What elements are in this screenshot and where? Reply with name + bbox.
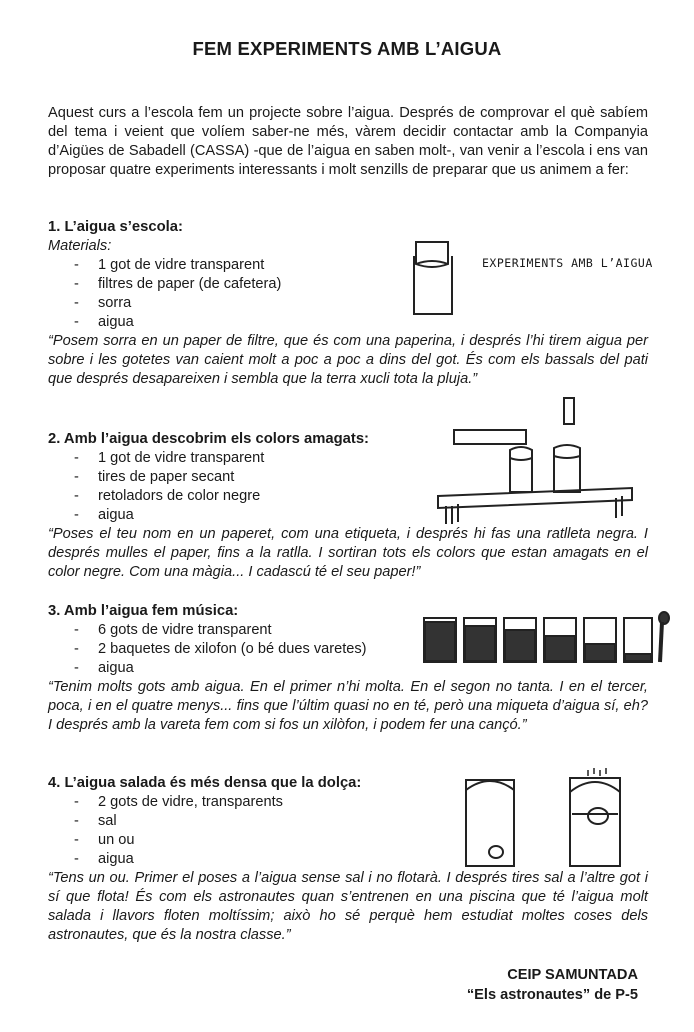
intro-paragraph: Aquest curs a l’escola fem un projecte sobre l’aigua. Després de comprovar el què sabíem del tema i veient que volíem saber-ne més, vàrem decidir contactar amb la Companyia d’Aigües de Sabadell (CASSA) -que de l’aigua en saben molt-, van venir a l’escola i ens van proposar quatre experiments interessants i molt senzills de preparar que us animem a fer:: [48, 105, 648, 178]
section-quote: “Posem sorra en un paper de filtre, que és com una paperina, i després l’hi tirem aigua per sobre i les gotetes van caient molt a poc a poc a dins del got. És com els bassals del pati que després desapareixen i sembla que la terra xucli tota la pluja.”: [48, 333, 648, 387]
signature-school: CEIP SAMUNTADA: [507, 967, 638, 983]
section-quote: “Poses el teu nom en un paperet, com una etiqueta, i després hi fas una ratlleta negra. I després mulles el paper, fins a la ratlla. I sortiran tots els colors que estan amagats en el color negre. Com una màgia... I cadascú té el seu paper!”: [48, 526, 648, 580]
section-title: 4. L’aigua salada és més densa que la dolça:: [48, 775, 362, 791]
list-item: - sal: [48, 812, 648, 831]
list-item: - tires de paper secant: [48, 468, 648, 487]
list-item: - 1 got de vidre transparent: [48, 449, 648, 468]
list-item: - un ou: [48, 831, 648, 850]
materials-label: Materials:: [48, 238, 112, 254]
page-title: FEM EXPERIMENTS AMB L’AIGUA: [192, 38, 502, 59]
egg-glasses-drawing: [460, 766, 660, 872]
section-quote: “Tenim molts gots amb aigua. En el primer n’hi molta. En el segon no tanta. I en el tercer, poca, i en el quatre menys... fins que l’últim quasi no en té, però una miqueta d’aigua sí, eh? I després amb la vareta fem com si fos un xilòfon, i podem fer una cançó.”: [48, 679, 648, 733]
section-title: 2. Amb l’aigua descobrim els colors amagats:: [48, 431, 369, 447]
colors-drawing: [436, 392, 636, 528]
section-1: [48, 218, 648, 389]
list-item: - aigua: [48, 506, 648, 525]
list-item: - retoladors de color negre: [48, 487, 648, 506]
list-item: - 1 got de vidre transparent: [48, 256, 648, 275]
glass-drawing: [408, 236, 460, 320]
list-item: - aigua: [48, 659, 648, 678]
list-item: - 6 gots de vidre transparent: [48, 621, 648, 640]
section-title: 3. Amb l’aigua fem música:: [48, 603, 239, 619]
list-item: - aigua: [48, 850, 648, 869]
list-item: - filtres de paper (de cafetera): [48, 275, 648, 294]
list-item: - 2 gots de vidre, transparents: [48, 793, 648, 812]
list-item: - 2 baquetes de xilofon (o bé dues varetes): [48, 640, 648, 659]
signature-group: “Els astronautes” de P-5: [466, 987, 638, 1003]
handwritten-note: EXPERIMENTS AMB L’AIGUA: [482, 256, 653, 270]
section-title: 1. L’aigua s’escola:: [48, 219, 183, 235]
list-item: - sorra: [48, 294, 648, 313]
section-quote: “Tens un ou. Primer el poses a l’aigua sense sal i no flotarà. I després tires sal a l’altre got i sí que flota! És com els astronautes quan s’entrenen en una piscina que té l’aigua molt salada i llavors floten moltíssim; això ho sé perquè hem estudiat moltes coses dels astronautes, que és la nostra classe.”: [48, 870, 648, 943]
list-item: - aigua: [48, 313, 648, 332]
music-glasses-drawing: [420, 610, 672, 670]
